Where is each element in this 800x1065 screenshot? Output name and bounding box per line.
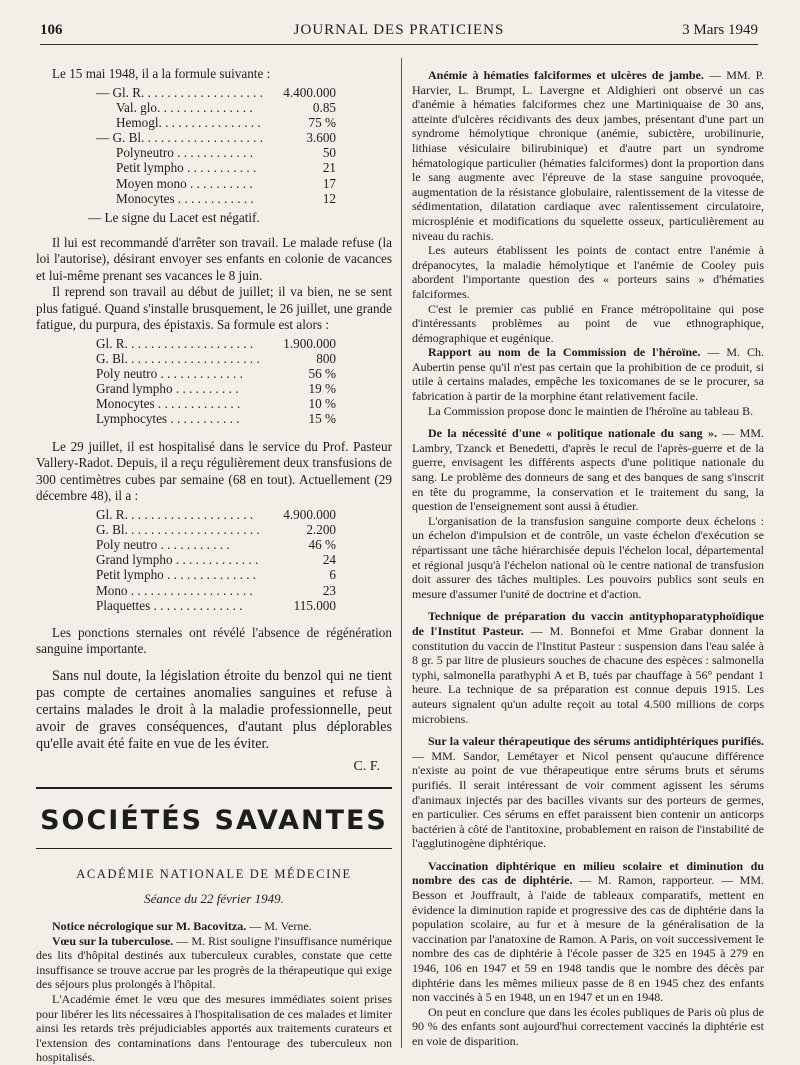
formula-value: 24 <box>322 552 336 568</box>
blood-formula-table-2 <box>36 336 392 427</box>
formula-row <box>36 396 392 411</box>
paragraph: Les ponctions sternales ont révélé l'absence de régénération sanguine importante. <box>36 624 392 657</box>
notice-body: L'Académie émet le vœu que des mesures immédiates soient prises pour libérer les lits nécessaires à l'hospitalisation de ces malades et limiter ainsi les retards très préjudiciables apportés aux traitements curateurs et l'extension des contaminations dans l'entourage des tuberculeux non hospitalisés. <box>36 991 392 1065</box>
article <box>412 609 764 726</box>
formula-row <box>36 336 392 351</box>
article-title: Anémie à hématies falciformes et ulcères de jambe. <box>428 68 704 82</box>
article <box>412 734 764 851</box>
academy-heading: ACADÉMIE NATIONALE DE MÉDECINE <box>76 866 352 881</box>
lacet-sign: — Le signe du Lacet est négatif. <box>88 210 260 225</box>
formula-row <box>36 381 392 396</box>
formula-value: 115.000 <box>293 597 336 613</box>
formula-label: Hemogl. . . . . . . . . . . . . . . . <box>116 114 261 130</box>
formula-value: 0.85 <box>312 99 336 115</box>
signature: C. F. <box>353 758 380 774</box>
article <box>412 426 764 514</box>
session-date: Séance du 22 février 1949. <box>144 890 284 906</box>
article-body: — MM. Lambry, Tzanck et Benedetti, d'après le recul de l'après-guerre et de la guerre, envisagent les différents aspects d'une politique nationale du sang. Le problème des donneurs de sang et des banques de sang s'inscrit en tête du programme, la conservation et le traitement du sang, la question de l'enseignement sont aussi à étudier. <box>412 426 765 514</box>
notice-author: — M. Verne. <box>249 918 312 933</box>
formula-label: Moyen mono . . . . . . . . . . <box>116 175 253 191</box>
formula-value: 50 <box>322 145 336 161</box>
notice-title: Vœu sur la tuberculose. <box>52 933 174 948</box>
formula-value: 21 <box>322 160 336 176</box>
formula-label: Plaquettes . . . . . . . . . . . . . . <box>96 597 243 613</box>
article-body: Les auteurs établissent les points de contact entre l'anémie à drépanocytes, la maladie hémolytique et l'anémie de Cooley puis abordent l'importante question des « porteurs sains » d'hématies falciformes. <box>412 243 764 301</box>
formula-label: G. Bl. . . . . . . . . . . . . . . . . . . . . <box>96 521 260 537</box>
formula-row <box>36 115 392 130</box>
paragraph: Il reprend son travail au début de juillet; il va bien, ne se sent plus fatigué. Quand s'installe brusquement, le 26 juillet, une grande fatigue, du purpura, des épistaxis. Sa formule est alors : <box>36 284 392 332</box>
formula-label: Poly neutro . . . . . . . . . . . <box>96 537 230 552</box>
formula-row <box>36 160 392 175</box>
right-column <box>412 68 764 1049</box>
formula-value: 17 <box>322 175 336 191</box>
article-body: — MM. Sandor, Lemétayer et Nicol pensent qu'aucune différence n'existe au point de vue thérapeutique entre sérums bruts et sérums purifiés. Il serait intéressant de voir comment agissent les sérums d'animaux injectés par des bacilles vivants sur des porteurs de germes, en particulier. Ces sérums en effet paraissent bien contenir un anticorps bactérien à côté de l'antitoxine, probablement en raison de l'instabilité de l'agglutinogène diphtérique. <box>412 748 764 851</box>
formula-row <box>36 351 392 366</box>
article-title: Sur la valeur thérapeutique des sérums antidiphtériques purifiés. <box>428 734 764 749</box>
paragraph: Il lui est recommandé d'arrêter son travail. Le malade refuse (la loi l'autorise), désirant envoyer ses enfants en colonie de vacances et lui-même prenant ses vacances le 8 juin. <box>36 234 392 283</box>
journal-title: JOURNAL DES PRATICIENS <box>293 22 505 38</box>
article-body: On peut en conclure que dans les écoles publiques de Paris où plus de 90 % des enfants sont aujourd'hui correctement vaccinés la diphtérie est en voie de disparition. <box>412 1004 764 1048</box>
issue-date: 3 Mars 1949 <box>682 22 758 38</box>
article-title: De la nécessité d'une « politique nationale du sang ». <box>428 426 717 441</box>
intro-text: Le 15 mai 1948, il a la formule suivante : <box>52 66 271 81</box>
formula-value: 19 % <box>308 381 336 397</box>
notice-item <box>36 919 392 934</box>
formula-row <box>36 567 392 582</box>
article-title: Technique de préparation du vaccin antityphoparatyphoïdique de l'Institut Pasteur. <box>412 609 764 638</box>
formula-row <box>36 85 392 100</box>
formula-label: G. Bl. . . . . . . . . . . . . . . . . . . . . <box>96 350 260 366</box>
formula-row <box>36 366 392 381</box>
formula-row <box>36 411 392 426</box>
article-body: — M. Ch. Aubertin pense qu'il n'est pas certain que la prohibition de ce produit, si utile à certains malades, empêche les toxicomanes de se le procurer, sa fabrication à partir de la morphine étant relativement facile. <box>412 345 764 404</box>
formula-label: Grand lympho . . . . . . . . . . . . . <box>96 552 259 568</box>
formula-label: Grand lympho . . . . . . . . . . <box>96 381 239 397</box>
formula-row <box>36 507 392 522</box>
formula-label: Val. glo. . . . . . . . . . . . . . . <box>116 99 253 115</box>
formula-row <box>36 552 392 567</box>
article-body: C'est le premier cas publié en France métropolitaine qui pose d'intéressants problèmes au point de vue ethnographique, démographique et eugénique. <box>412 301 764 345</box>
article-title: Rapport au nom de la Commission de l'héroïne. <box>428 345 701 360</box>
formula-label: Polyneutro . . . . . . . . . . . . <box>116 145 254 161</box>
formula-value: 23 <box>322 582 336 598</box>
formula-value: 4.900.000 <box>283 506 336 522</box>
formula-row <box>36 100 392 115</box>
left-column <box>36 66 392 1065</box>
formula-row <box>36 145 392 160</box>
notice-title: Notice nécrologique sur M. Bacovitza. <box>52 918 247 933</box>
blood-formula-table-3 <box>36 507 392 613</box>
formula-row <box>36 176 392 191</box>
conclusion-paragraph: Sans nul doute, la législation étroite du benzol qui ne tient pas compte de certaines anomalies sanguines et refuse à certains malades le droit à la maladie professionnelle, peut avoir de graves conséquences, d'autant plus déplorables qu'elle avait été faite en vue de les éviter. <box>36 667 392 752</box>
formula-label: Poly neutro . . . . . . . . . . . . . <box>96 365 243 381</box>
formula-label: — G. Bl. . . . . . . . . . . . . . . . . . . <box>96 130 264 146</box>
formula-value: 6 <box>329 567 336 583</box>
formula-value: 12 <box>322 190 336 206</box>
section-title: SOCIÉTÉS SAVANTES <box>36 789 392 849</box>
formula-value: 1.900.000 <box>283 335 336 351</box>
formula-label: Monocytes . . . . . . . . . . . . . <box>96 396 241 412</box>
paragraph: Le 29 juillet, il est hospitalisé dans le service du Prof. Pasteur Vallery-Radot. Depuis, il a reçu régulièrement deux transfusions de 300 centimètres cubes par semaine (68 en tout). Actuellement (29 décembre 48), il a : <box>36 438 392 504</box>
notice-body: — M. Rist souligne l'insuffisance numérique des lits d'hôpital destinés aux tuberculeux curables, constate que cette insuffisance se trouve accrue par les progrès de la thérapeutique qui exige des séjours plus prolongés à l'hôpital. <box>36 933 392 992</box>
formula-value: 4.400.000 <box>283 84 336 100</box>
article-body: — M. Ramon, rapporteur. — MM. Besson et Jouffrault, à l'aide de tableaux comparatifs, mettent en évidence la diminution rapide et progressive des cas de diphtérie dans la population scolaire, au fur et à mesure de la généralisation de la vaccination par l'anatoxine de Ramon. A Paris, on voit successivement le nombre des cas de diphtérie à l'école passer de 325 en 1945 à 279 en 1946, 106 en 1947 et 59 en 1948 tandis que le nombre des décès par diphtérie dans les mêmes milieux passe de 8 en 1945 chez des enfants non vaccinés à 5 en 1948, un en 1947 et un en 1948. <box>412 873 764 1005</box>
formula-value: 2.200 <box>306 521 336 537</box>
formula-value: 75 % <box>308 114 336 130</box>
formula-value: 15 % <box>308 411 336 427</box>
article-body: L'organisation de la transfusion sanguine comporte deux échelons : un échelon d'impulsion et de contrôle, un vaste échelon d'exécution se répartissant une tâche hiérarchisée depuis l'échelon local, départemental et régional jusqu'à l'échelon national où le centre national de transfusion doit assurer des tâches multiples. Les pouvoirs publics sont seuls en mesure d'assumer l'unité de doctrine et d'action. <box>412 513 764 601</box>
page-header <box>40 22 758 45</box>
formula-label: Gl. R. . . . . . . . . . . . . . . . . . . . <box>96 506 254 522</box>
article <box>412 345 764 403</box>
formula-row <box>36 598 392 613</box>
article-title: Vaccination diphtérique en milieu scolaire et diminution du nombre des cas de diphtérie. <box>412 858 764 888</box>
article <box>412 68 764 243</box>
formula-value: 46 % <box>308 537 336 552</box>
formula-label: Lymphocytes . . . . . . . . . . . <box>96 411 240 427</box>
column-divider <box>401 58 402 1048</box>
formula-row <box>36 583 392 598</box>
formula-label: Gl. R. . . . . . . . . . . . . . . . . . . . <box>96 335 254 351</box>
formula-label: Mono . . . . . . . . . . . . . . . . . . . <box>96 582 253 598</box>
formula-label: Monocytes . . . . . . . . . . . . <box>116 190 254 206</box>
blood-formula-table-1 <box>36 85 392 207</box>
article-body: — MM. P. Harvier, L. Brumpt, L. Lavergne et Aldighieri ont observé un cas d'anémie à hématies falciformes chez une Martiniquaise de 30 ans, atteinte d'ulcères récidivants des deux jambes, présentant d'une part un syndrome hémolytique chronique (anémie, subictère, urobilinurie, lithiase vésiculaire bilirubinique) et d'autre part un syndrome hématologique particulier (hématies falciformes) dont la proportion dans le sang augmente avec l'épreuve de la stase sanguine provoquée, augmentation de la résistance globulaire, ralentissement de la vitesse de sédimentation, dilatation cardiaque avec ralentissement circulatoire, microsplénie et modifications du squelette osseux, particulièrement au niveau du rachis. <box>412 68 765 243</box>
formula-label: Petit lympho . . . . . . . . . . . <box>116 160 257 176</box>
formula-value: 10 % <box>308 396 336 412</box>
formula-row <box>36 130 392 145</box>
formula-label: — Gl. R. . . . . . . . . . . . . . . . . . . <box>96 84 264 100</box>
formula-row <box>36 537 392 552</box>
formula-value: 3.600 <box>306 130 336 146</box>
formula-label: Petit lympho . . . . . . . . . . . . . . <box>96 567 257 583</box>
page-number: 106 <box>40 22 63 38</box>
article-body: — M. Bonnefoi et Mme Grabar donnent la constitution du vaccin de l'Institut Pasteur : suspension dans l'eau salée à 8 gr. 5 par litre de plusieurs souches de chacune des espèces : salmonella typhi, salmonella parathyphi A et B, tués par chauffage à 56° pendant 1 heure. La technique de sa préparation est connue depuis 1915. Les auteurs signalent qu'un adulte reçoit au total 4.500 millions de corps microbiens. <box>412 623 765 726</box>
article <box>412 859 764 1005</box>
formula-row <box>36 191 392 206</box>
notice-item <box>36 934 392 992</box>
article-body: La Commission propose donc le maintien de l'héroïne au tableau B. <box>428 403 754 418</box>
formula-value: 56 % <box>308 365 336 381</box>
formula-value: 800 <box>316 350 336 366</box>
formula-row <box>36 522 392 537</box>
